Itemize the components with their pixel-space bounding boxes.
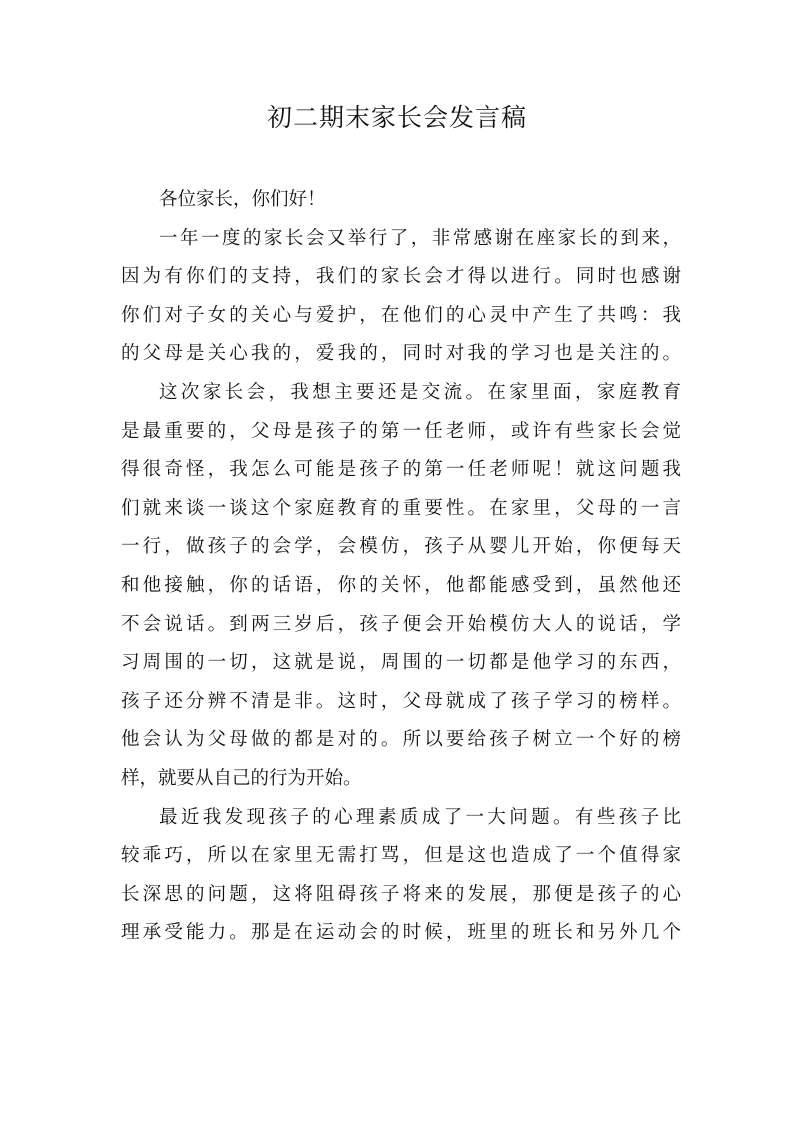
text-line: 得很奇怪，我怎么可能是孩子的第一任老师呢！就这问题我 (121, 459, 681, 481)
text-line: 不会说话。到两三岁后，孩子便会开始模仿大人的说话，学 (121, 613, 681, 635)
text-line: 是最重要的，父母是孩子的第一任老师，或许有些家长会觉 (121, 420, 681, 442)
text-line: 和他接触，你的话语，你的关怀，他都能感受到，虽然他还 (121, 574, 681, 596)
text-line: 长深思的问题，这将阻碍孩子将来的发展，那便是孩子的心 (121, 883, 681, 905)
text-line: 你们对子女的关心与爱护，在他们的心灵中产生了共鸣：我 (121, 304, 681, 326)
text-line: 习周围的一切，这就是说，周围的一切都是他学习的东西， (121, 652, 681, 674)
text-line: 一年一度的家长会又举行了，非常感谢在座家长的到来， (159, 227, 681, 249)
text-line: 各位家长，你们好！ (159, 189, 326, 210)
text-line: 这次家长会，我想主要还是交流。在家里面，家庭教育 (159, 381, 681, 403)
text-line: 们就来谈一谈这个家庭教育的重要性。在家里，父母的一言 (121, 497, 681, 519)
text-line: 因为有你们的支持，我们的家长会才得以进行。同时也感谢 (121, 266, 681, 288)
text-line: 他会认为父母做的都是对的。所以要给孩子树立一个好的榜 (121, 729, 681, 751)
text-line: 理承受能力。那是在运动会的时候，班里的班长和另外几个 (121, 922, 681, 944)
text-line: 孩子还分辨不清是非。这时，父母就成了孩子学习的榜样。 (121, 690, 681, 712)
text-line: 的父母是关心我的，爱我的，同时对我的学习也是关注的。 (121, 343, 681, 365)
document-title: 初二期末家长会发言稿 (266, 103, 527, 132)
text-line: 较乖巧，所以在家里无需打骂，但是这也造成了一个值得家 (121, 845, 681, 867)
text-line: 样，就要从自己的行为开始。 (121, 767, 362, 789)
text-line: 一行，做孩子的会学，会模仿，孩子从婴儿开始，你便每天 (121, 536, 681, 558)
text-line: 最近我发现孩子的心理素质成了一大问题。有些孩子比 (159, 806, 681, 828)
document-body (121, 181, 681, 953)
